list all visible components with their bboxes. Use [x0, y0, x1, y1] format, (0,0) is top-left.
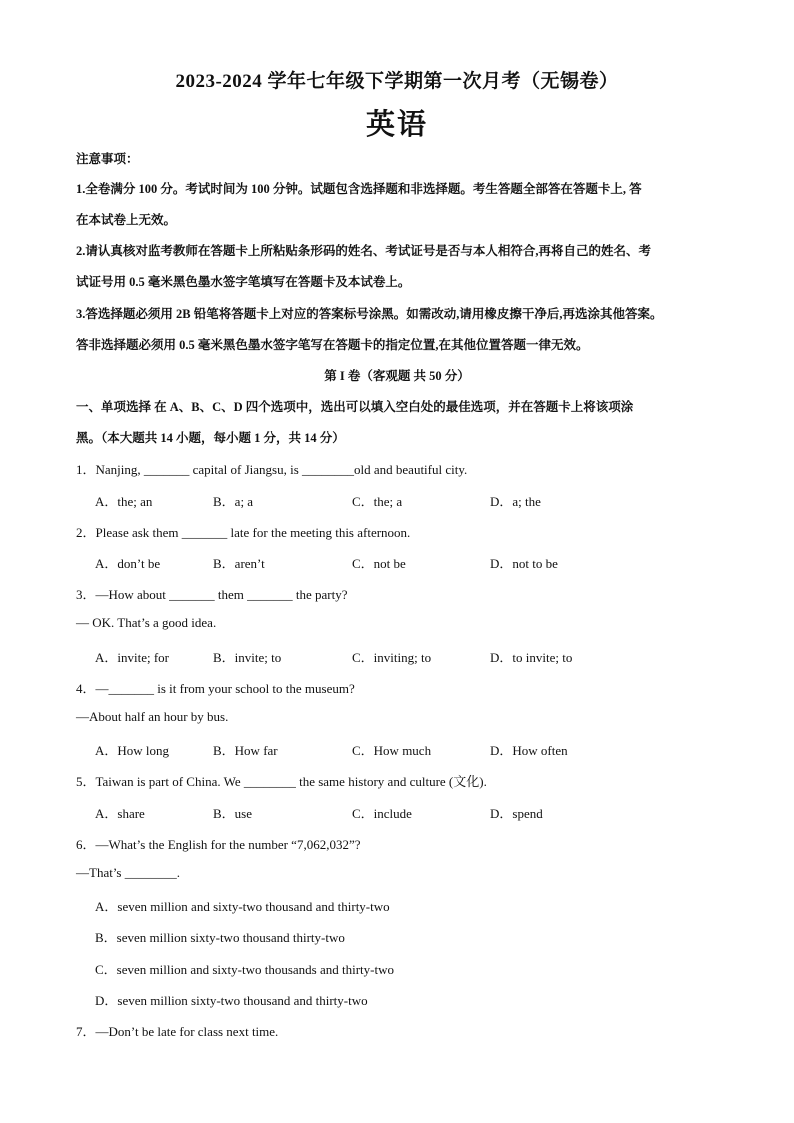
option-c: C．include: [352, 806, 412, 821]
question-stem: 3．—How about _______ them _______ the party?: [76, 587, 348, 602]
question-reply: —About half an hour by bus.: [76, 709, 229, 724]
question-stem: 5．Taiwan is part of China. We ________ the same history and culture (文化).: [76, 774, 487, 789]
notice-line: 在本试卷上无效。: [76, 213, 177, 227]
option-d: D．a; the: [490, 494, 541, 509]
option-d: D．to invite; to: [490, 650, 573, 665]
option-b: B．invite; to: [213, 650, 282, 665]
option-c: C．the; a: [352, 494, 403, 509]
notice-line: 1.全卷满分 100 分。考试时间为 100 分钟。试题包含选择题和非选择题。考生答题全部答在答题卡上, 答: [76, 182, 642, 196]
question-stem: 1．Nanjing, _______ capital of Jiangsu, is ________old and beautiful city.: [76, 462, 468, 477]
section-intro: 黑。（本大题共 14 小题，每小题 1 分，共 14 分）: [76, 431, 345, 445]
question-reply: —That’s ________.: [76, 865, 180, 880]
section-intro: 一、单项选择 在 A、B、C、D 四个选项中，选出可以填入空白处的最佳选项，并在答题卡上将该项涂: [76, 400, 634, 414]
question-stem: 6．—What’s the English for the number “7,062,032”?: [76, 837, 361, 852]
option-a: A．the; an: [95, 494, 153, 509]
option-d: D．not to be: [490, 556, 558, 571]
notice-line: 2.请认真核对监考教师在答题卡上所粘贴条形码的姓名、考试证号是否与本人相符合,再将自己的姓名、考: [76, 244, 652, 258]
option-b: B．aren’t: [213, 556, 265, 571]
option-c: C．How much: [352, 743, 432, 758]
option-a: A．invite; for: [95, 650, 170, 665]
option-b: B．How far: [213, 743, 278, 758]
question-reply: — OK. That’s a good idea.: [76, 615, 217, 630]
option-b: B．a; a: [213, 494, 254, 509]
question-stem: 7．—Don’t be late for class next time.: [76, 1024, 279, 1039]
question-stem: 4．—_______ is it from your school to the museum?: [76, 681, 355, 696]
option-d: D．spend: [490, 806, 543, 821]
notice-heading: 注意事项：: [76, 152, 139, 166]
option-b: B．seven million sixty-two thousand thirty-two: [95, 930, 345, 945]
option-d: D．seven million sixty-two thousand and thirty-two: [95, 993, 368, 1008]
notice-line: 试证号用 0.5 毫米黑色墨水签字笔填写在答题卡及本试卷上。: [76, 275, 411, 289]
option-d: D．How often: [490, 743, 568, 758]
option-a: A．don’t be: [95, 556, 161, 571]
option-a: A．share: [95, 806, 145, 821]
option-a: A．How long: [95, 743, 170, 758]
option-b: B．use: [213, 806, 253, 821]
notice-line: 答非选择题必须用 0.5 毫米黑色墨水签字笔写在答题卡的指定位置,在其他位置答题一律无效。: [76, 338, 589, 352]
subject-title: 英语: [365, 109, 428, 141]
exam-title: 2023-2024 学年七年级下学期第一次月考（无锡卷）: [175, 71, 619, 92]
notice-line: 3.答选择题必须用 2B 铅笔将答题卡上对应的答案标号涂黑。如需改动,请用橡皮擦干净后,再选涂其他答案。: [76, 307, 663, 321]
question-stem: 2．Please ask them _______ late for the meeting this afternoon.: [76, 525, 411, 540]
option-a: A．seven million and sixty-two thousand and thirty-two: [95, 899, 390, 914]
option-c: C．seven million and sixty-two thousands and thirty-two: [95, 962, 394, 977]
option-c: C．not be: [352, 556, 406, 571]
option-c: C．inviting; to: [352, 650, 432, 665]
part-title: 第 I 卷（客观题 共 50 分）: [324, 369, 470, 383]
